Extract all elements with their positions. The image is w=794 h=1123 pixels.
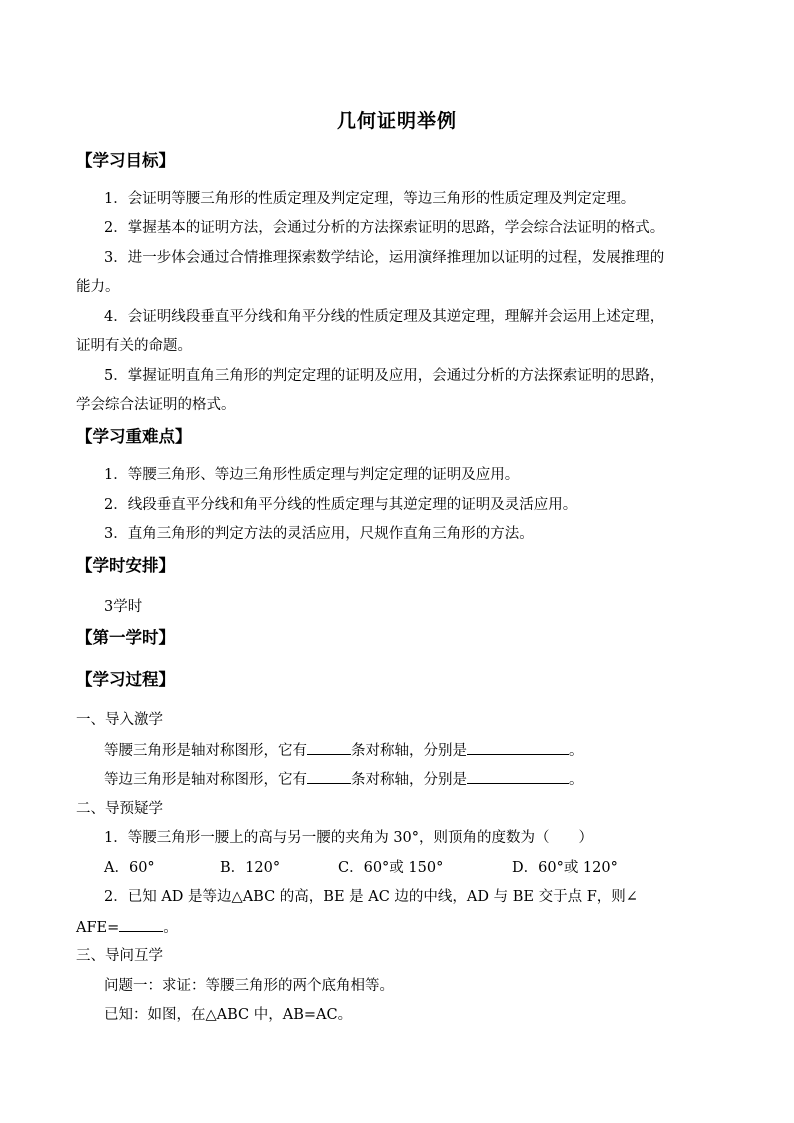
objective-item-3-cont: 能力。 — [76, 279, 120, 295]
key-point-item-1: 1．等腰三角形、等边三角形性质定理与判定定理的证明及应用。 — [104, 467, 520, 483]
option-b[interactable]: B．120° — [220, 860, 281, 876]
part1-q1-text-b: 条对称轴，分别是 — [351, 743, 467, 759]
key-points-heading: 【学习重难点】 — [76, 427, 192, 446]
part1-q2-text-c: 。 — [569, 772, 584, 788]
answer-blank[interactable] — [307, 740, 351, 755]
schedule-text: 3学时 — [104, 599, 143, 615]
part1-q2-text-a: 等边三角形是轴对称图形，它有 — [104, 772, 307, 788]
part1-q1-text-c: 。 — [569, 743, 584, 759]
part2-q2-text-b: 。 — [163, 920, 178, 936]
answer-blank[interactable] — [467, 769, 569, 784]
option-a[interactable]: A．60° — [104, 860, 155, 876]
key-point-item-3: 3．直角三角形的判定方法的灵活应用，尺规作直角三角形的方法。 — [104, 526, 534, 542]
part1-q1-text-a: 等腰三角形是轴对称图形，它有 — [104, 743, 307, 759]
part2-question-2-cont — [76, 917, 178, 938]
part3-given: 已知：如图，在△ABC 中，AB=AC。 — [104, 1007, 353, 1023]
part2-question-1: 1．等腰三角形一腰上的高与另一腰的夹角为 30°，则顶角的度数为（ ） — [104, 830, 594, 846]
answer-blank[interactable] — [467, 740, 569, 755]
answer-blank[interactable] — [119, 917, 163, 932]
part2-q2-text-a: AFE= — [76, 920, 120, 936]
schedule-heading: 【学时安排】 — [76, 556, 175, 575]
objective-item-5-cont: 学会综合法证明的格式。 — [76, 397, 236, 413]
page-title: 几何证明举例 — [336, 110, 457, 132]
part2-label: 二、导预疑学 — [76, 801, 163, 817]
part3-label: 三、导问互学 — [76, 948, 163, 964]
first-period-heading: 【第一学时】 — [76, 628, 175, 647]
objective-item-5: 5．掌握证明直角三角形的判定定理的证明及应用，会通过分析的方法探索证明的思路， — [104, 368, 665, 384]
key-point-item-2: 2．线段垂直平分线和角平分线的性质定理与其逆定理的证明及灵活应用。 — [104, 497, 578, 513]
part1-label: 一、导入激学 — [76, 712, 163, 728]
part2-question-2: 2．已知 AD 是等边△ABC 的高，BE 是 AC 边的中线，AD 与 BE 交于点 F，则∠ — [104, 889, 638, 905]
part2-options — [104, 858, 618, 878]
process-heading: 【学习过程】 — [76, 670, 175, 689]
part1-q2-text-b: 条对称轴，分别是 — [351, 772, 467, 788]
objective-item-1: 1．会证明等腰三角形的性质定理及判定定理，等边三角形的性质定理及判定定理。 — [104, 191, 636, 207]
objective-item-4: 4．会证明线段垂直平分线和角平分线的性质定理及其逆定理，理解并会运用上述定理， — [104, 309, 665, 325]
objective-item-4-cont: 证明有关的命题。 — [76, 338, 192, 354]
objective-item-3: 3．进一步体会通过合情推理探索数学结论，运用演绎推理加以证明的过程，发展推理的 — [104, 250, 665, 266]
objective-item-2: 2．掌握基本的证明方法，会通过分析的方法探索证明的思路，学会综合法证明的格式。 — [104, 220, 665, 236]
option-c[interactable]: C．60°或 150° — [338, 860, 444, 876]
objectives-heading: 【学习目标】 — [76, 151, 175, 170]
part1-question-1 — [104, 740, 584, 761]
answer-blank[interactable] — [307, 769, 351, 784]
part1-question-2 — [104, 769, 584, 790]
part3-problem: 问题一：求证：等腰三角形的两个底角相等。 — [104, 978, 394, 994]
option-d[interactable]: D．60°或 120° — [512, 860, 618, 876]
